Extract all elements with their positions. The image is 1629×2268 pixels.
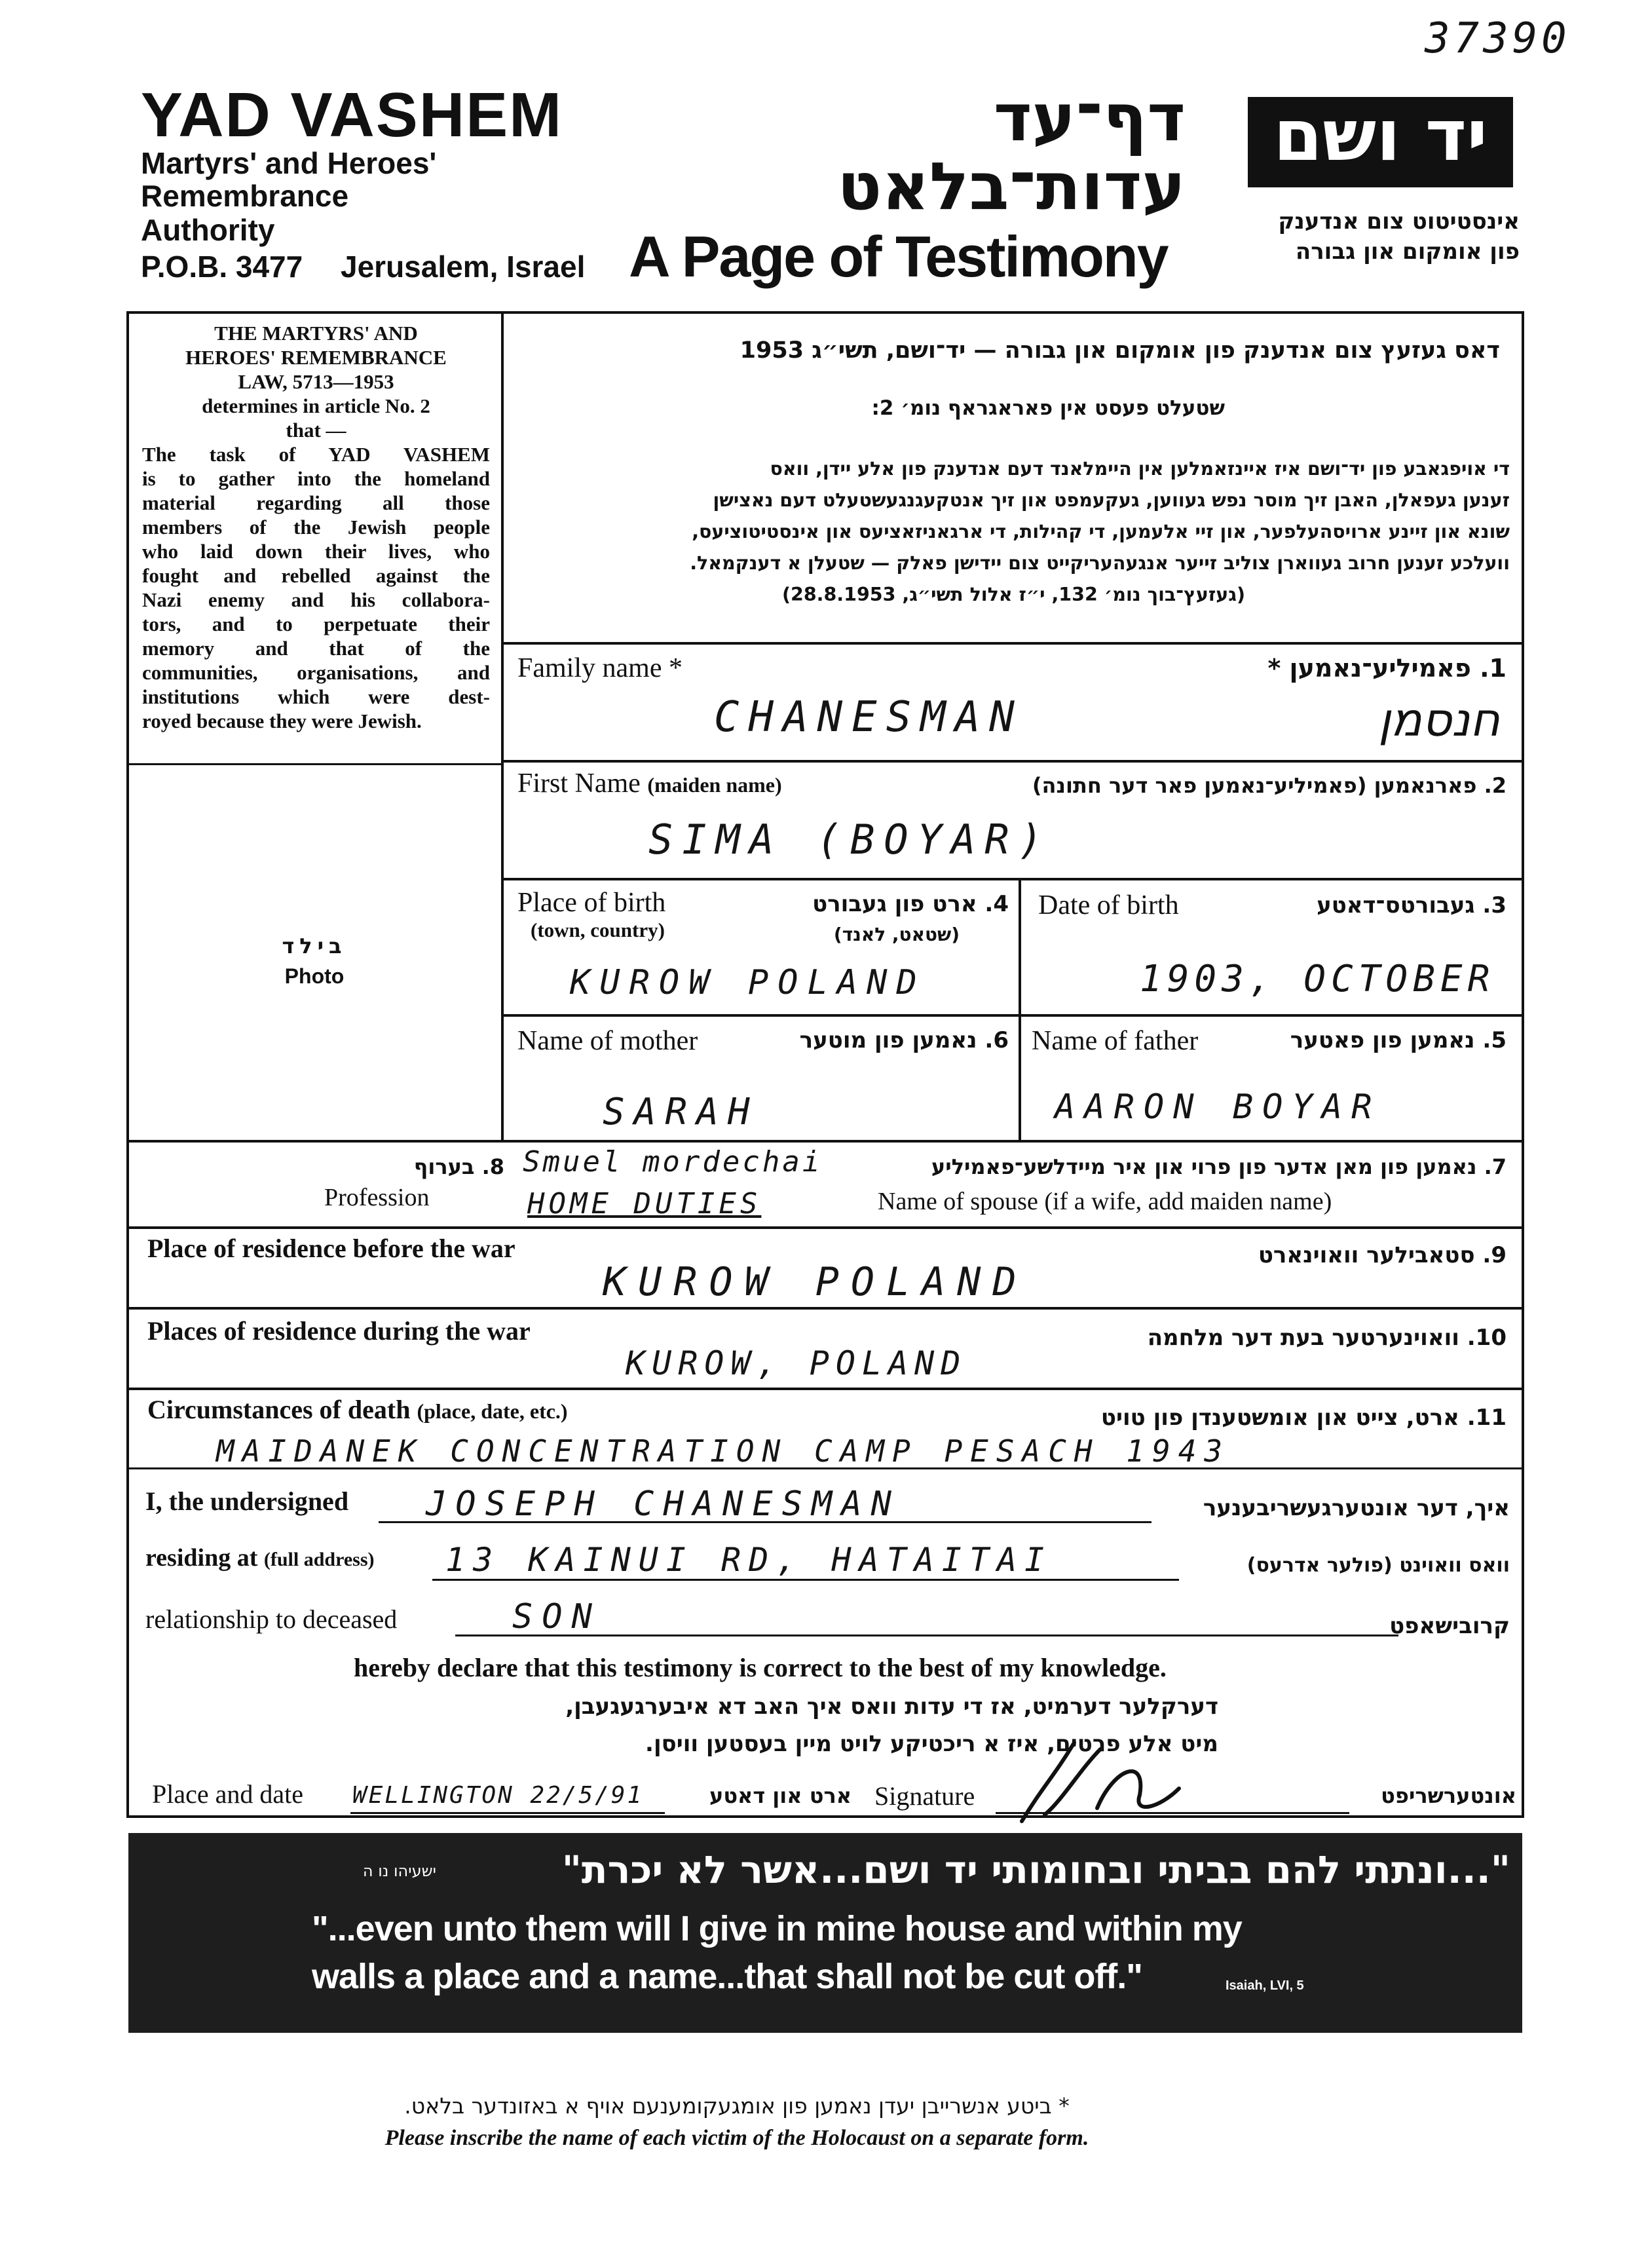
- org-sub-3: Authority: [141, 213, 275, 247]
- org-sub-2: Remembrance: [141, 179, 349, 213]
- yiddish-law-line: וועלכע זענען חרוב געווארן צוליב זייער אנגעהעריקייט צום יידישן פאלק — שטעלן א דענקמאל.: [690, 552, 1510, 574]
- field-divider: [128, 1388, 1522, 1390]
- signature-hebrew: אונטערשריפט: [1381, 1783, 1516, 1808]
- law-line: members of the Jewish people: [142, 516, 490, 539]
- hebrew-title-1: דף־עד: [993, 79, 1186, 156]
- org-city: Jerusalem, Israel: [341, 250, 586, 284]
- law-line: memory and that of the: [142, 637, 490, 660]
- date-of-birth-value: 1903, OCTOBER: [1140, 958, 1495, 1000]
- banner-english-1: "...even unto them will I give in mine house and within my: [312, 1909, 1242, 1948]
- hebrew-title-2: עדות־בלאט: [837, 148, 1186, 225]
- first-name-label: [517, 768, 782, 799]
- relationship-hebrew: קרובישאפט: [1389, 1613, 1510, 1639]
- residing-label: [145, 1543, 375, 1572]
- death-hebrew: 11. ארט, צייט און אומשטענדן פון טויט: [1100, 1405, 1507, 1431]
- law-title-3: LAW, 5713—1953: [238, 370, 394, 393]
- logo-text: יד ושם: [1273, 95, 1488, 177]
- first-name-label-text: First Name: [517, 768, 641, 799]
- law-line: institutions which were dest-: [142, 685, 490, 708]
- yad-vashem-logo: [1248, 97, 1513, 187]
- left-column-divider: [501, 313, 504, 1142]
- death-label: [147, 1394, 568, 1425]
- law-line: Nazi enemy and his collabora-: [142, 588, 490, 611]
- law-line: is to gather into the homeland: [142, 467, 490, 490]
- yiddish-institute-2: פון אומקום און גבורה: [1295, 238, 1520, 265]
- yiddish-law-subtitle: שטעלט פעסט אין פאראגראף נומ׳ 2:: [871, 396, 1225, 420]
- law-title-4: determines in article No. 2: [202, 394, 430, 417]
- residence-during-label: Places of residence during the war: [147, 1316, 531, 1346]
- residing-value: 13 KAINUI RD, HATAITAI: [445, 1541, 1053, 1579]
- residing-hebrew: וואס וואוינט (פולער אדרעס): [1246, 1554, 1510, 1577]
- residence-before-label: Place of residence before the war: [147, 1234, 515, 1263]
- profession-label: Profession: [324, 1184, 430, 1211]
- mother-hebrew: 6. נאמען פון מוטער: [799, 1027, 1009, 1053]
- residing-label-text: residing at: [145, 1544, 258, 1572]
- residing-line: [432, 1579, 1179, 1581]
- family-name-value-hebrew: חנסמן: [1378, 693, 1500, 747]
- yiddish-law-line: די אויפגאבע פון יד־ושם איז איינזאמלען אין היימלאנד דעם אנדענק פון אלע יידן, וואס: [770, 458, 1510, 480]
- photo-label: Photo: [284, 964, 345, 988]
- death-label-text: Circumstances of death: [147, 1395, 411, 1424]
- banner-hebrew: "...ונתתי להם בביתי ובחומותי יד ושם...אשר לא יכרת": [561, 1847, 1510, 1892]
- signature-stroke: [1022, 1743, 1179, 1821]
- residing-label-note: (full address): [263, 1549, 375, 1570]
- first-name-label-note: (maiden name): [647, 773, 782, 797]
- spouse-hebrew: 7. נאמען פון מאן אדער פון פרוי און איר מיידלשע־פאמיליע: [931, 1154, 1507, 1179]
- photo-hebrew: בילד: [282, 934, 347, 958]
- declaration-text: hereby declare that this testimony is correct to the best of my knowledge.: [354, 1653, 1167, 1682]
- law-title-5: that —: [286, 419, 346, 442]
- relationship-value: SON: [512, 1597, 601, 1636]
- field-divider: [128, 1226, 1522, 1229]
- page-title: A Page of Testimony: [629, 224, 1168, 289]
- footer-english: Please inscribe the name of each victim of the Holocaust on a separate form.: [384, 2126, 1089, 2150]
- declaration-hebrew-2: מיט אלע פרטים, איז א ריכטיקע לויט מיין בעסטען וויסן.: [645, 1731, 1218, 1757]
- relationship-label: relationship to deceased: [145, 1604, 398, 1634]
- declaration-hebrew-1: דערקלער דערמיט, אז די עדות וואס איך האב דא איבערגעגעבן,: [565, 1693, 1218, 1720]
- residence-before-value: KUROW POLAND: [603, 1259, 1028, 1305]
- father-value: AARON BOYAR: [1055, 1087, 1381, 1127]
- footer-hebrew: * ביטע אנשרייבן יעדן נאמען פון אומגעקומענעם אויף א באזונדער בלאט.: [404, 2093, 1070, 2119]
- archive-number: 37390: [1425, 14, 1571, 63]
- field-divider: [503, 878, 1522, 880]
- undersigned-label: I, the undersigned: [145, 1486, 349, 1516]
- father-label: Name of father: [1032, 1026, 1199, 1056]
- profession-value: HOME DUTIES: [527, 1187, 762, 1220]
- law-box: [134, 321, 498, 733]
- law-box-divider: [128, 763, 503, 765]
- law-title-2: HEROES' REMEMBRANCE: [185, 346, 447, 369]
- field-divider: [128, 1307, 1522, 1310]
- residence-before-hebrew: 9. סטאבילער וואוינארט: [1258, 1242, 1507, 1268]
- mother-label: Name of mother: [517, 1026, 698, 1056]
- law-line: royed because they were Jewish.: [142, 709, 422, 732]
- yiddish-law-citation: (געזעץ־בוך נומ׳ 132, י״ז אלול תשי״ג, 28.8.1953): [781, 584, 1246, 605]
- law-line: communities, organisations, and: [142, 661, 490, 684]
- law-line: tors, and to perpetuate their: [142, 613, 490, 635]
- place-date-line: [350, 1812, 665, 1814]
- spouse-value: Smuel mordechai: [523, 1145, 823, 1179]
- yiddish-law-line: זענען געפאלן, האבן זיך מוסר נפש געווען, געקעמפט און זיך אנטקעגנגעשטעלט דעם נאצישן: [713, 489, 1510, 511]
- org-name: YAD VASHEM: [141, 80, 563, 150]
- field-divider: [503, 1014, 1522, 1017]
- death-value: MAIDANEK CONCENTRATION CAMP PESACH 1943: [216, 1433, 1231, 1469]
- yiddish-law-body: [517, 453, 1510, 611]
- place-date-hebrew: ארט און דאטע: [709, 1783, 852, 1808]
- place-date-label: Place and date: [152, 1779, 303, 1809]
- law-line: material regarding all those: [142, 491, 490, 514]
- yiddish-law-line: שונא און זיינע ארויסהעלפער, און זיי אלעמען, די קהילות, די ארגאניזאציעס און אינסטיטוציעס,: [692, 521, 1510, 542]
- profession-hebrew: 8. בערוף: [413, 1154, 504, 1179]
- signature-label: Signature: [874, 1781, 975, 1811]
- signature-mark: [983, 1729, 1218, 1828]
- place-of-birth-value: KUROW POLAND: [570, 963, 926, 1002]
- undersigned-value: JOSEPH CHANESMAN: [426, 1484, 901, 1524]
- law-line: The task of YAD VASHEM: [142, 443, 490, 466]
- quote-banner: [128, 1833, 1522, 2033]
- family-name-label: Family name *: [517, 653, 683, 683]
- yiddish-law-title: דאס געזעץ צום אנדענק פון אומקום און גבורה — יד־ושם, תשי״ג 1953: [740, 337, 1500, 364]
- law-title-1: THE MARTYRS' AND: [214, 322, 418, 345]
- death-label-note: (place, date, etc.): [417, 1399, 568, 1423]
- spouse-label: Name of spouse (if a wife, add maiden name): [878, 1188, 1332, 1215]
- place-of-birth-hebrew-sub: (שטאט, לאנד): [833, 924, 960, 945]
- org-pob: P.O.B. 3477: [141, 250, 303, 284]
- date-of-birth-hebrew: 3. געבורטס־דאטע: [1317, 892, 1507, 918]
- field-divider: [503, 642, 1522, 645]
- law-line: fought and rebelled against the: [142, 564, 490, 587]
- banner-english-ref: Isaiah, LVI, 5: [1226, 1978, 1304, 1993]
- mother-value: SARAH: [603, 1091, 759, 1133]
- place-date-value: WELLINGTON 22/5/91: [352, 1782, 644, 1809]
- org-sub-1: Martyrs' and Heroes': [141, 146, 437, 180]
- field-divider: [128, 1140, 1522, 1143]
- field-column-divider: [1019, 878, 1021, 1142]
- place-of-birth-sub: (town, country): [531, 918, 665, 941]
- banner-english-2: walls a place and a name...that shall not be cut off.": [312, 1957, 1142, 1996]
- place-of-birth-label: Place of birth: [517, 888, 666, 918]
- undersigned-hebrew: איך, דער אונטערגעשריבענער: [1203, 1495, 1510, 1521]
- field-divider: [503, 760, 1522, 763]
- yiddish-institute-1: אינסטיטוט צום אנדענק: [1278, 208, 1520, 235]
- family-name-value: CHANESMAN: [714, 693, 1024, 742]
- date-of-birth-label: Date of birth: [1038, 890, 1179, 920]
- place-of-birth-hebrew: 4. ארט פון געבורט: [812, 891, 1009, 917]
- first-name-hebrew: 2. פארנאמען (פאמיליע־נאמען פאר דער חתונה): [1032, 773, 1507, 798]
- banner-hebrew-ref: ישעיהו נו ה: [362, 1862, 436, 1880]
- residence-during-hebrew: 10. וואוינערטער בעת דער מלחמה: [1147, 1325, 1507, 1351]
- residence-during-value: KUROW, POLAND: [626, 1344, 967, 1382]
- law-line: who laid down their lives, who: [142, 540, 490, 563]
- family-name-hebrew: 1. פאמיליע־נאמען *: [1267, 654, 1507, 683]
- father-hebrew: 5. נאמען פון פאטער: [1290, 1027, 1507, 1053]
- first-name-value: SIMA (BOYAR): [648, 816, 1052, 863]
